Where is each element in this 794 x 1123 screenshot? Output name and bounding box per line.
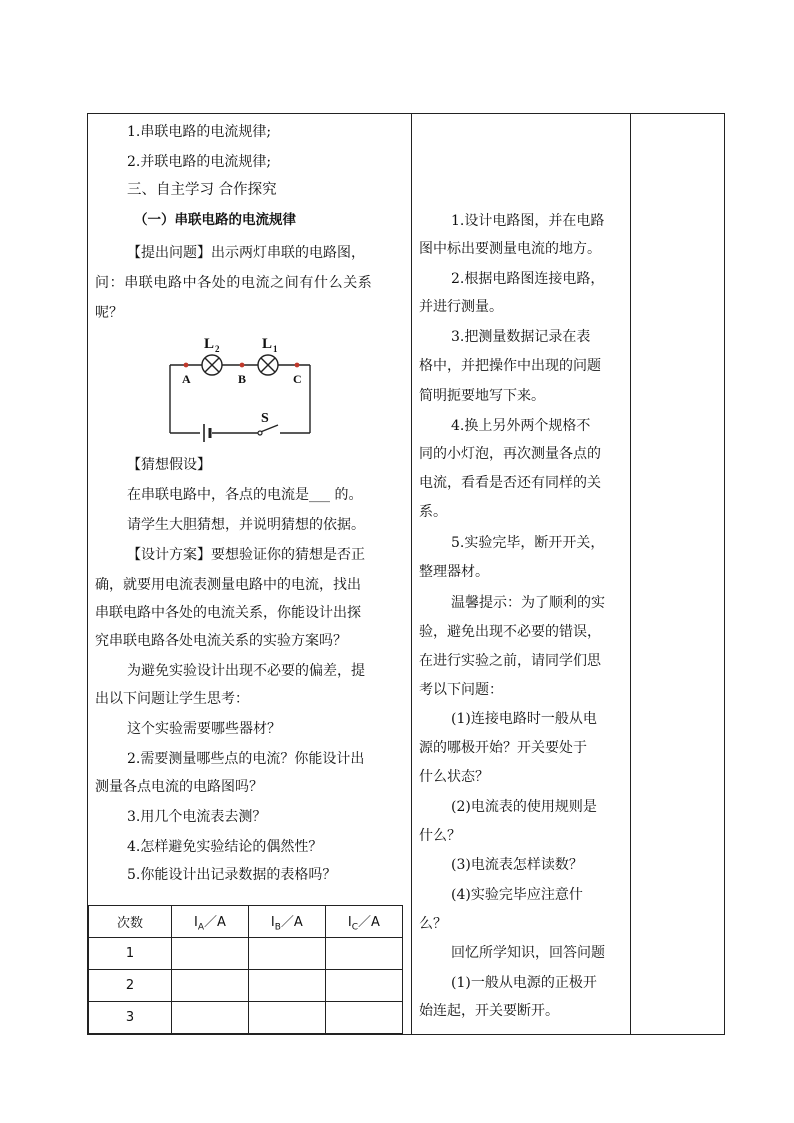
paragraph-line: 【提出问题】出示两灯串联的电路图， (127, 245, 365, 261)
section-heading: 三、自主学习 合作探究 (127, 182, 277, 198)
table-row (89, 938, 403, 970)
junction-dot-b (240, 363, 245, 368)
point-b-label: B (238, 372, 247, 386)
paragraph-line: 图中标出要测量电流的地方。 (419, 241, 601, 257)
paragraph-line: 格中，并把操作中出现的问题 (419, 358, 601, 374)
paragraph-line: 2.需要测量哪些点的电流？你能设计出 (127, 751, 365, 767)
paragraph-line: 回忆所学知识，回答问题 (451, 945, 605, 961)
lamp-l2-label: L (204, 336, 215, 352)
table-header-cell: 次数 (89, 906, 172, 938)
point-c-label: C (293, 372, 302, 386)
paragraph-line: 同的小灯泡，再次测量各点的 (419, 446, 601, 462)
paragraph-line: 始连起，开关要断开。 (419, 1003, 559, 1019)
table-cell (325, 970, 402, 1002)
paragraph-line: 问：串联电路中各处的电流之间有什么关系 (95, 275, 373, 291)
table-cell (248, 938, 325, 970)
table-cell (325, 938, 402, 970)
table-cell (325, 1002, 402, 1034)
paragraph-line: 5.你能设计出记录数据的表格吗？ (127, 867, 337, 883)
table-header-cell: $I_B/A$ (248, 906, 325, 938)
table-cell (172, 970, 249, 1002)
paragraph-line: 【猜想假设】 (127, 457, 211, 473)
table-header-cell: $I_C/A$ (325, 906, 402, 938)
table-cell: 2 (89, 970, 172, 1002)
paragraph-line: 3.用几个电流表去测？ (127, 809, 267, 825)
paragraph-line: (1)一般从电源的正极开 (451, 975, 597, 991)
paragraph-line: 4.怎样避免实验结论的偶然性？ (127, 839, 323, 855)
paragraph-line: (3)电流表怎样读数？ (451, 857, 583, 873)
paragraph-line: 在进行实验之前，请同学们思 (419, 653, 601, 669)
paragraph-line: 1.设计电路图，并在电路 (451, 213, 605, 229)
point-a-label: A (182, 372, 191, 386)
paragraph-line: 什么状态？ (419, 769, 489, 785)
list-item: 2.并联电路的电流规律; (127, 154, 272, 170)
paragraph-line: 为避免实验设计出现不必要的偏差，提 (127, 663, 365, 679)
paragraph-line: 什么？ (419, 828, 461, 844)
series-circuit-diagram (160, 330, 320, 445)
table-header-cell: $I_A/A$ (172, 906, 249, 938)
paragraph-line: 测量各点电流的电路图吗？ (95, 779, 263, 795)
paragraph-line: (1)连接电路时一般从电 (451, 711, 597, 727)
paragraph-line: 确，就要用电流表测量电路中的电流，找出 (95, 577, 361, 593)
paragraph-line: 整理器材。 (419, 564, 489, 580)
table-row (89, 970, 403, 1002)
table-cell: 3 (89, 1002, 172, 1034)
paragraph-line: 在串联电路中，各点的电流是___ 的。 (127, 487, 363, 503)
paragraph-line: 系。 (419, 504, 447, 520)
paragraph-line: 电流，看看是否还有同样的关 (419, 475, 601, 491)
paragraph-line: 请学生大胆猜想，并说明猜想的依据。 (127, 517, 365, 533)
paragraph-line: 串联电路中各处的电流关系，你能设计出探 (95, 605, 361, 621)
paragraph-line: 究串联电路各处电流关系的实验方案吗？ (95, 633, 347, 649)
paragraph-line: 呢？ (95, 305, 123, 321)
paragraph-line: 并进行测量。 (419, 299, 503, 315)
table-cell (172, 938, 249, 970)
paragraph-line: 2.根据电路图连接电路， (451, 271, 605, 287)
paragraph-line: 验，避免出现不必要的错误， (419, 624, 601, 640)
column-divider-1 (411, 113, 412, 1035)
table-row (89, 1002, 403, 1034)
data-record-table (88, 905, 403, 1034)
paragraph-line: 源的哪极开始？开关要处于 (419, 740, 587, 756)
paragraph-line: (2)电流表的使用规则是 (451, 799, 597, 815)
paragraph-line: 简明扼要地写下来。 (419, 388, 545, 404)
table-cell (172, 1002, 249, 1034)
paragraph-line: 这个实验需要哪些器材？ (127, 721, 281, 737)
junction-dot-c (295, 363, 300, 368)
paragraph-line: 5.实验完毕，断开开关， (451, 535, 605, 551)
paragraph-line: 出以下问题让学生思考： (95, 691, 249, 707)
paragraph-line: 【设计方案】要想验证你的猜想是否正 (127, 547, 365, 563)
list-item: 1.串联电路的电流规律; (127, 124, 272, 140)
column-divider-2 (630, 113, 631, 1035)
junction-dot-a (184, 363, 189, 368)
table-cell (248, 1002, 325, 1034)
paragraph-line: 3.把测量数据记录在表 (451, 329, 591, 345)
lamp-l1-label: L (262, 336, 273, 352)
table-header-row (89, 906, 403, 938)
lamp-l2-subscript: 2 (215, 344, 220, 354)
table-cell (248, 970, 325, 1002)
switch-label: S (261, 411, 269, 426)
paragraph-line: (4)实验完毕应注意什 (451, 887, 583, 903)
subsection-heading: （一）串联电路的电流规律 (134, 212, 296, 228)
paragraph-line: 么？ (419, 916, 447, 932)
table-cell: 1 (89, 938, 172, 970)
paragraph-line: 考以下问题： (419, 682, 503, 698)
lamp-l1-subscript: 1 (273, 344, 278, 354)
paragraph-line: 温馨提示：为了顺利的实 (451, 595, 605, 611)
paragraph-line: 4.换上另外两个规格不 (451, 418, 591, 434)
